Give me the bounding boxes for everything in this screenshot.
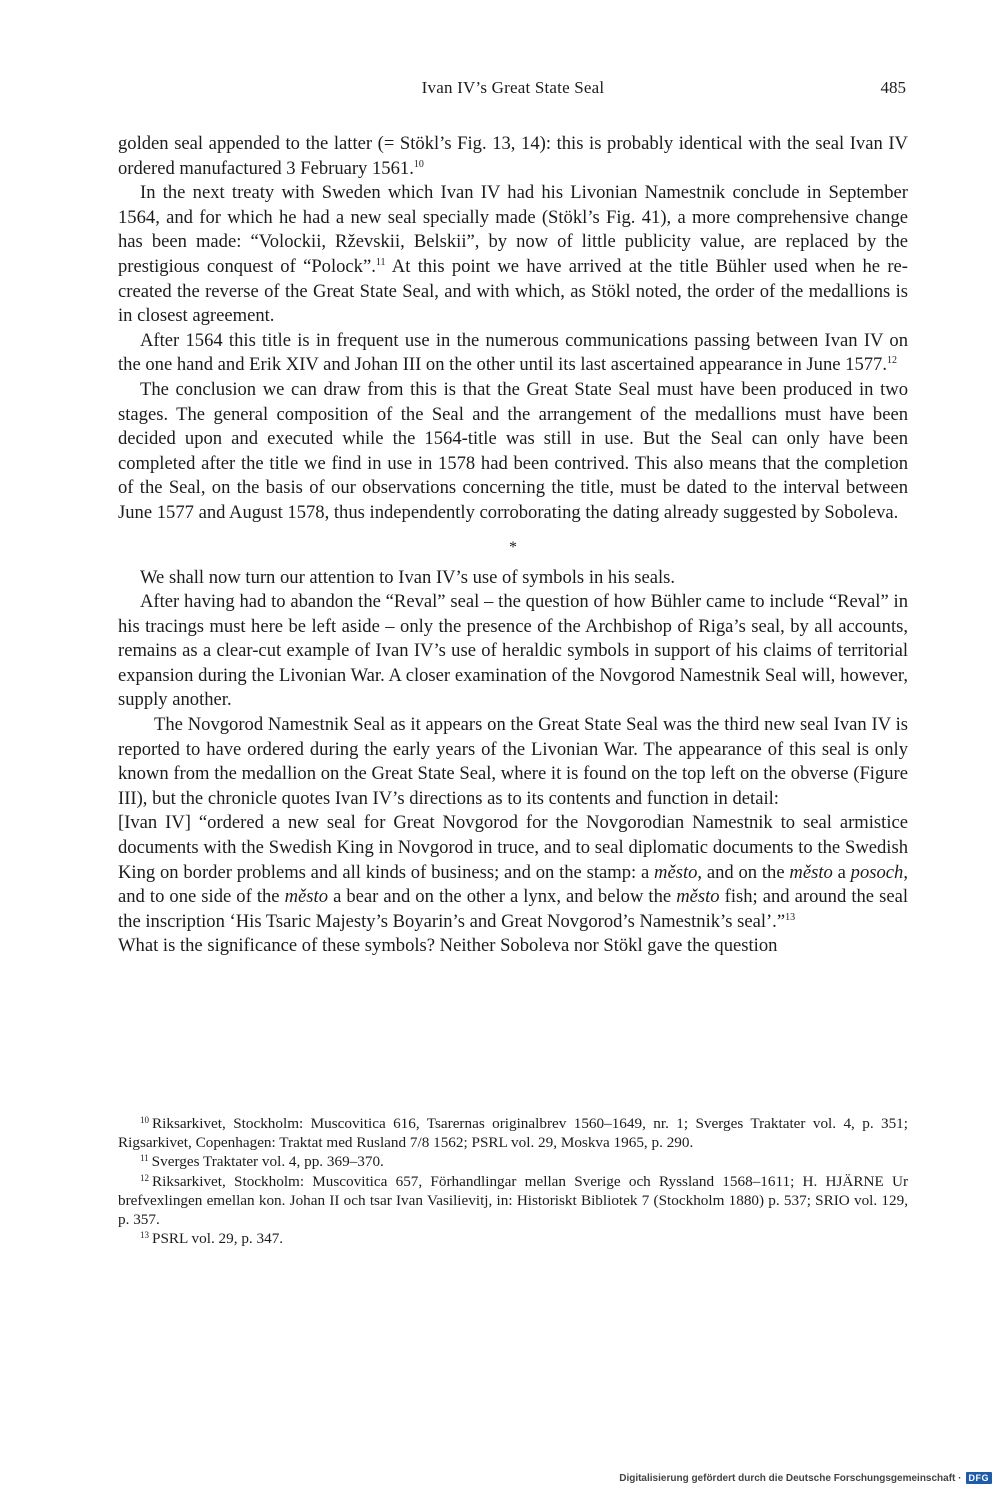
- footnote-ref-10[interactable]: 10: [413, 158, 424, 170]
- quote-text-b: , and on the: [697, 861, 790, 883]
- footnote-11: [118, 1152, 908, 1171]
- quote-term-mesto: město: [789, 861, 833, 883]
- paragraph-4: The conclusion we can draw from this is that the Great State Seal must have been produced in two stages. The general composition of the Seal and the arrangement of the medallions must have been decided upon and executed while the 1564-title was still in use. But the Seal can only have been completed after the title we find in use in 1578 had been contrived. This also means that the completion of the Seal, on the basis of our observations concerning the title, must be dated to the interval between June 1577 and August 1578, thus independently corroborating the dating already suggested by Soboleva.: [118, 378, 908, 523]
- footnote-number: 12: [140, 1172, 149, 1183]
- paragraph-1-text: golden seal appended to the latter (= Stökl’s Fig. 13, 14): this is probably identical with the seal Ivan IV ordered manufactured 3 February 1561.: [118, 133, 908, 179]
- footnote-ref-11[interactable]: 11: [375, 256, 386, 268]
- footnote-12: [118, 1172, 908, 1230]
- paragraph-2-text: In the next treaty with Sweden which Ivan IV had his Livonian Namestnik conclude in September 1564, and for which he had a new seal specially made (Stökl’s Fig. 41), a more comprehensive change has been made: “Volockii, Rževskii, Belskii”, by now of little publicity value, are replaced by the prestigious conquest of “Polock”.: [118, 182, 908, 277]
- footnotes: [118, 1114, 908, 1248]
- quote-text-c: a: [832, 861, 851, 883]
- quote-term-posoch: posoch: [850, 861, 904, 883]
- footnote-10: [118, 1114, 908, 1152]
- digitization-credit: [619, 1469, 992, 1487]
- quote-term-mesto: město: [676, 886, 720, 908]
- paragraph-5: We shall now turn our attention to Ivan IV’s use of symbols in his seals.: [140, 566, 676, 588]
- quote-term-mesto: město: [284, 886, 329, 908]
- quote-text-d: , and to one side of the: [118, 861, 908, 908]
- quote-text-e: a bear and on the other a lynx, and below the: [328, 886, 677, 908]
- footnote-ref-13[interactable]: 13: [785, 911, 796, 923]
- quote-text-a: [Ivan IV] “ordered a new seal for Great Novgorod for the Novgorodian Namestnik to seal armistice documents with the Swedish King in Novgorod in truce, and to seal diplomatic documents to the Swedish King on border problems and all kinds of business; and on the stamp: a: [118, 812, 908, 883]
- block-quote: [118, 811, 908, 934]
- running-title: Ivan IV’s Great State Seal: [421, 78, 605, 97]
- running-header: [118, 74, 908, 102]
- footnote-text: Riksarkivet, Stockholm: Muscovitica 657, Förhandlingar mellan Sverige och Ryssland 1568–1611; H. HJÄRNE Ur brefvexlingen emellan kon. Johan II och tsar Ivan Vasilievitj, in: Historiskt Bibliotek 7 (Stockholm 1880) p. 537; SRIO vol. 129, p. 357.: [118, 1172, 908, 1229]
- paragraph-8: What is the significance of these symbols? Neither Soboleva nor Stökl gave the question: [118, 935, 778, 957]
- paragraph-2: [118, 181, 908, 329]
- body-text: [118, 132, 908, 959]
- paragraph-1: [118, 132, 908, 181]
- footnote-13: [118, 1229, 908, 1248]
- footnote-ref-12[interactable]: 12: [887, 355, 897, 367]
- quote-term-mesto: město: [654, 861, 698, 883]
- paragraph-7: The Novgorod Namestnik Seal as it appears on the Great State Seal was the third new seal Ivan IV is reported to have ordered during the early years of the Livonian War. The appearance of this seal is only known from the medallion on the Great State Seal, where it is found on the top left on the obverse (Figure III), but the chronicle quotes Ivan IV’s directions as to its contents and function in detail:: [118, 714, 908, 809]
- footnote-text: Riksarkivet, Stockholm: Muscovitica 616, Tsarernas originalbrev 1560–1649, nr. 1; Sverges Traktater vol. 4, p. 351; Rigsarkivet, Copenhagen: Traktat med Rusland 7/8 1562; PSRL vol. 29, Moskva 1965, p. 290.: [118, 1115, 908, 1152]
- footnote-number: 13: [140, 1230, 149, 1241]
- footnote-number: 11: [140, 1153, 149, 1164]
- paragraph-3-text: After 1564 this title is in frequent use in the numerous communications passing between Ivan IV on the one hand and Erik XIV and Johan III on the other until its last ascertained appearance in June 1577.: [118, 329, 908, 376]
- section-separator: *: [509, 538, 517, 556]
- quote-text-f: fish; and around the seal the inscription ‘His Tsaric Majesty’s Boyarin’s and Great Novgorod’s Namestnik’s seal’.”: [118, 886, 909, 932]
- dfg-logo-icon: DFG: [966, 1472, 993, 1484]
- paragraph-3: [118, 329, 908, 378]
- paragraph-6: After having had to abandon the “Reval” seal – the question of how Bühler came to include “Reval” in his tracings must here be left aside – only the presence of the Archbishop of Riga’s seal, by all accounts, remains as a clear-cut example of Ivan IV’s use of heraldic symbols in support of his claims of territorial expansion during the Livonian War. A closer examination of the Novgorod Namestnik Seal will, however, supply another.: [118, 591, 908, 711]
- footnote-text: Sverges Traktater vol. 4, pp. 369–370.: [151, 1153, 384, 1171]
- credit-text: Digitalisierung gefördert durch die Deutsche Forschungsgemeinschaft ·: [619, 1472, 962, 1484]
- footnote-text: PSRL vol. 29, p. 347.: [152, 1230, 284, 1248]
- paragraph-2-continuation: At this point we have arrived at the title Bühler used when he re-created the reverse of the Great State Seal, and with which, as Stökl noted, the order of the medallions is in closest agreement.: [118, 255, 908, 327]
- footnote-number: 10: [140, 1115, 149, 1125]
- page-number: 485: [880, 78, 906, 97]
